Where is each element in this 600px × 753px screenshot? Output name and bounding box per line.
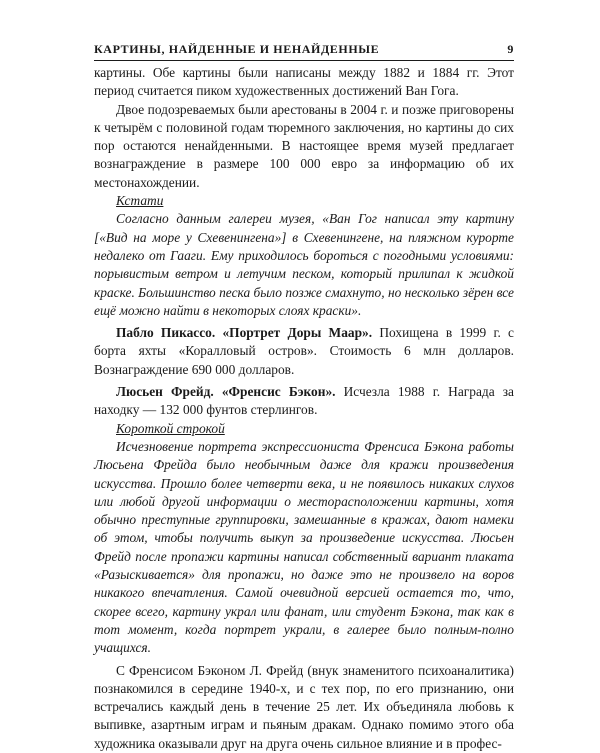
short-heading: Короткой строкой xyxy=(116,420,225,436)
freud-text: Исчезла 1988 г. Награда за находку — 132 000 фунтов стерлингов. xyxy=(94,384,515,418)
header-rule xyxy=(94,60,514,61)
short-heading-line xyxy=(94,420,514,438)
short-text: Исчезновение портрета экспрессиониста Френсиса Бэкона работы Люсьена Фрейда было необычным даже для кражи произведения искусства. Прошло более четверти века, и не появилось никаких слухов или любой другой информации о месторасположении картины, хотя обычно преступные группировки, замешанные в кражах, дают намеки об этом, чтобы получить выкуп за произведение искусства. Люсьен Фрейд после пропажи картины написал собственный вариант плаката «Разыскивается» для пропажи, но даже это не произвело на воров никакого впечатления. Самой очевидной версией остается то, что, скорее всего, картину украл или фанат, или студент Бэкона, так как в тот момент, когда портрет украли, в галерее было полным-полно учащихся. xyxy=(94,438,514,656)
paragraph-arrest: Двое подозреваемых были арестованы в 2004 г. и позже приговорены к четырём с половиной годам тюремного заключения, но картины до сих пор остаются ненайденными. В настоящее время музей предлагает вознаграждение в размере 100 000 евро за информацию об их местонахождении. xyxy=(94,101,514,190)
freud-title: Люсьен Фрейд. «Френсис Бэкон». xyxy=(116,384,336,400)
paragraph-continuation: картины. Обе картины были написаны между 1882 и 1884 гг. Этот период считается пиком художественных достижений Ван Гога. xyxy=(94,65,514,99)
running-header xyxy=(94,42,514,57)
kstati-heading: Кстати xyxy=(116,193,164,209)
kstati-text: Согласно данным галереи музея, «Ван Гог написал эту картину [«Вид на море у Схевенингена»] в Схевенингене, на пляжном курорте недалеко от Гааги. Ему приходилось бороться с погодными условиями: порывистым ветром и летучим песком, который прилипал к жидкой краске. Большинство песка было позже смахнуто, но несколько зёрен все ещё можно найти в некоторых слоях краски». xyxy=(94,211,514,318)
freud-entry xyxy=(94,383,514,420)
picasso-entry xyxy=(94,324,514,379)
paragraph-bacon-freud: С Френсисом Бэконом Л. Фрейд (внук знаменитого психоаналитика) познакомился в середине 1940-х, и с тех пор, по его признанию, они встречались каждый день в течение 25 лет. Их объединяла любовь к выпивке, азартным играм и пьяным дракам. Однако помимо этого оба художника оказывали друг на друга очень сильное влияние и в профес- xyxy=(94,662,514,751)
running-title: КАРТИНЫ, НАЙДЕННЫЕ И НЕНАЙДЕННЫЕ xyxy=(94,42,380,56)
picasso-text: Похищена в 1999 г. с борта яхты «Коралловый остров». Стоимость 6 млн долларов. Вознаграждение 690 000 долларов. xyxy=(94,325,514,377)
picasso-title: Пабло Пикассо. «Портрет Доры Маар». xyxy=(116,325,373,341)
kstati-heading-line xyxy=(94,192,514,210)
page-body xyxy=(94,64,514,753)
page-number: 9 xyxy=(507,42,514,56)
